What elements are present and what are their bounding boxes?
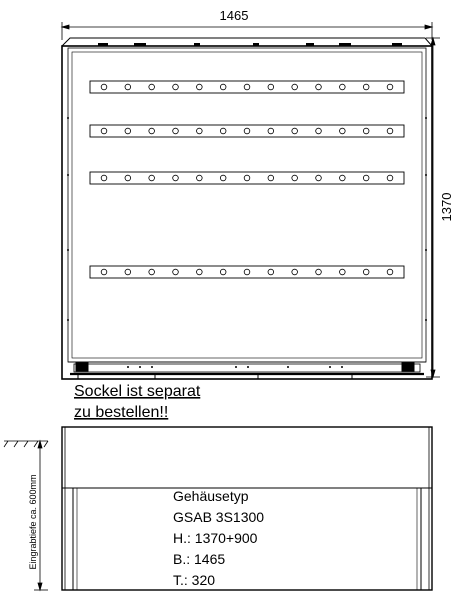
rail-hole [387, 175, 393, 181]
height-dimension [426, 38, 440, 377]
rail-hole [149, 175, 155, 181]
bottom-strip-dots [127, 366, 343, 368]
rail-hole [101, 128, 107, 134]
width-spec: B.: 1465 [173, 551, 226, 567]
rail-hole [316, 175, 322, 181]
rail-hole [125, 84, 131, 90]
rail-hole [173, 128, 179, 134]
model-label: GSAB 3S1300 [173, 509, 265, 525]
note-line-2: zu bestellen!! [74, 404, 169, 421]
rail-hole [316, 128, 322, 134]
rail-hole [316, 269, 322, 275]
depth-label: Eingrabtiefe ca. 600mm [28, 474, 38, 570]
mounting-rail [90, 81, 404, 93]
rail-hole [244, 175, 250, 181]
rail-hole [173, 269, 179, 275]
rail-hole [363, 175, 369, 181]
rail-hole [125, 175, 131, 181]
depth-spec: T.: 320 [173, 572, 216, 588]
rail-hole [316, 84, 322, 90]
rail-hole [220, 269, 226, 275]
height-spec: H.: 1370+900 [173, 530, 258, 546]
rail-hole [244, 128, 250, 134]
note-line-1: Sockel ist separat [74, 383, 201, 400]
rail-hole [363, 128, 369, 134]
rail-hole [387, 269, 393, 275]
rail-hole [125, 269, 131, 275]
rail-hole [101, 269, 107, 275]
rail-hole [363, 269, 369, 275]
rail-hole [340, 269, 346, 275]
rail-hole [197, 269, 203, 275]
rail-hole [220, 175, 226, 181]
mounting-rails [90, 81, 404, 278]
width-dimension [62, 22, 432, 40]
mounting-rail [90, 266, 404, 278]
rail-hole [197, 175, 203, 181]
rail-hole [268, 269, 274, 275]
rail-hole [101, 175, 107, 181]
rail-hole [340, 175, 346, 181]
rail-hole [268, 128, 274, 134]
rail-hole [220, 84, 226, 90]
rail-hole [292, 128, 298, 134]
bottom-strip [68, 362, 426, 379]
rail-hole [292, 84, 298, 90]
rail-hole [101, 84, 107, 90]
rail-hole [149, 128, 155, 134]
rail-hole [387, 128, 393, 134]
rail-hole [125, 128, 131, 134]
rail-hole [292, 269, 298, 275]
rail-hole [220, 128, 226, 134]
housing-type-label: Gehäusetyp [173, 488, 249, 504]
rail-hole [173, 84, 179, 90]
height-label: 1370 [439, 192, 454, 222]
rail-hole [197, 84, 203, 90]
rail-hole [244, 84, 250, 90]
rail-hole [340, 84, 346, 90]
mounting-rail [90, 172, 404, 184]
rail-hole [268, 175, 274, 181]
rail-hole [268, 84, 274, 90]
width-label: 1465 [219, 8, 249, 23]
rail-hole [173, 175, 179, 181]
mounting-rail [90, 125, 404, 137]
rail-hole [292, 175, 298, 181]
rail-hole [197, 128, 203, 134]
rail-hole [340, 128, 346, 134]
rail-hole [387, 84, 393, 90]
rail-hole [149, 84, 155, 90]
side-mount-dots [67, 117, 427, 321]
rail-hole [363, 84, 369, 90]
rail-hole [244, 269, 250, 275]
rail-hole [149, 269, 155, 275]
